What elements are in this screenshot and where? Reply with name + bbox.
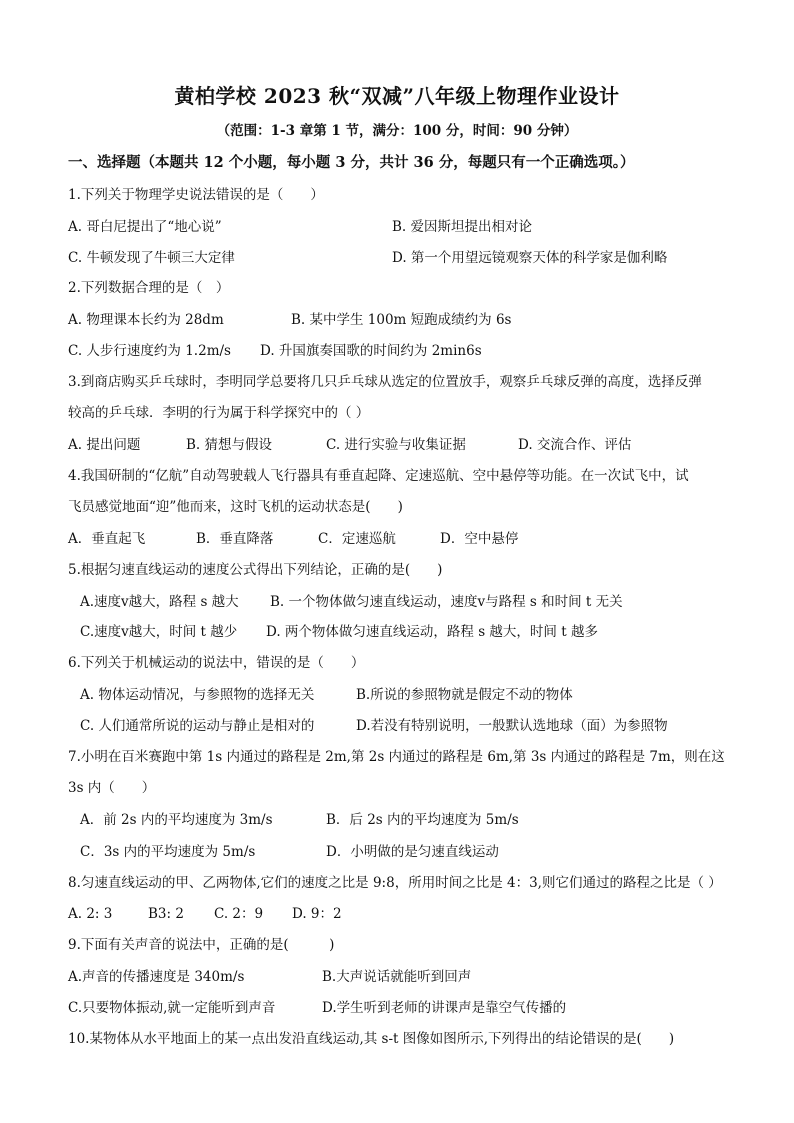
option-c: C. 人们通常所说的运动与静止是相对的 (80, 718, 315, 734)
option-c: C. 进行实验与收集证据 (326, 437, 466, 453)
option-d: D. 9：2 (292, 906, 342, 922)
option-b: B.所说的参照物就是假定不动的物体 (356, 687, 573, 703)
question-stem: 6.下列关于机械运动的说法中，错误的是（ ） (68, 655, 365, 671)
option-a: A.速度v越大，路程 s 越大 (80, 594, 239, 610)
option-a: A. 哥白尼提出了“地心说” (68, 219, 222, 235)
page-subtitle: （范围：1-3 章第 1 节，满分：100 分，时间：90 分钟） (216, 123, 578, 139)
option-b: B．后 2s 内的平均速度为 5m/s (326, 812, 519, 828)
question-stem: 5.根据匀速直线运动的速度公式得出下列结论，正确的是( ) (68, 562, 443, 578)
option-d: D．空中悬停 (440, 531, 519, 547)
option-a: A. 提出问题 (68, 437, 141, 453)
option-c: C. 2：9 (214, 906, 264, 922)
option-a: A.声音的传播速度是 340m/s (68, 969, 245, 985)
option-b: B. 猜想与假设 (186, 437, 273, 453)
option-d: D.若没有特别说明，一般默认选地球（面）为参照物 (356, 718, 668, 734)
question-stem: 2.下列数据合理的是（ ） (68, 280, 230, 296)
option-d: D．小明做的是匀速直线运动 (326, 844, 499, 860)
question-stem: 7.小明在百米赛跑中第 1s 内通过的路程是 2m,第 2s 内通过的路程是 6m,第 3s 内通过的路程是 7m，则在这 (68, 749, 725, 765)
question-stem: 3.到商店购买乒乓球时，李明同学总要将几只乒乓球从选定的位置放手，观察乒乓球反弹的高度，选择反弹 (68, 374, 702, 390)
option-a: A．垂直起飞 (68, 531, 146, 547)
option-a: A．前 2s 内的平均速度为 3m/s (80, 812, 273, 828)
question-stem-cont: 飞员感觉地面“迎”他而来，这时飞机的运动状态是( ) (68, 499, 403, 515)
option-b: B. 一个物体做匀速直线运动，速度v与路程 s 和时间 t 无关 (270, 594, 623, 610)
option-d: D. 两个物体做匀速直线运动，路程 s 越大，时间 t 越多 (266, 624, 598, 640)
question-stem: 4.我国研制的“亿航”自动驾驶载人飞行器具有垂直起降、定速巡航、空中悬停等功能。在一次试飞中，试 (68, 468, 689, 484)
page-title: 黄柏学校 2023 秋“双减”八年级上物理作业设计 (174, 84, 620, 108)
option-b: B. 爱因斯坦提出相对论 (392, 219, 533, 235)
option-a: A. 2: 3 (68, 906, 113, 922)
option-a: A. 物体运动情况，与参照物的选择无关 (80, 687, 315, 703)
option-d: D.学生听到老师的讲课声是靠空气传播的 (322, 1000, 567, 1016)
option-d: D. 第一个用望远镜观察天体的科学家是伽利略 (392, 250, 668, 266)
question-stem: 9.下面有关声音的说法中，正确的是( ) (68, 937, 335, 953)
question-stem-cont: 较高的乒乓球．李明的行为属于科学探究中的（ ） (68, 405, 370, 421)
question-stem: 1.下列关于物理学史说法错误的是（ ） (68, 187, 324, 203)
option-a: A. 物理课本长约为 28dm (68, 312, 224, 328)
option-b: B.大声说话就能听到回声 (322, 969, 472, 985)
option-d: D. 升国旗奏国歌的时间约为 2min6s (260, 343, 482, 359)
option-c: C. 人步行速度约为 1.2m/s (68, 343, 231, 359)
option-b: B．垂直降落 (196, 531, 274, 547)
option-c: C．定速巡航 (318, 531, 396, 547)
question-stem: 10.某物体从水平地面上的某一点出发沿直线运动,其 s-t 图像如图所示,下列得出的结论错误的是( ) (68, 1031, 675, 1047)
option-d: D. 交流合作、评估 (518, 437, 632, 453)
question-stem-cont: 3s 内（ ） (68, 780, 156, 796)
option-b: B3: 2 (148, 906, 184, 922)
option-c: C.只要物体振动,就一定能听到声音 (68, 1000, 276, 1016)
option-c: C．3s 内的平均速度为 5m/s (80, 844, 256, 860)
section-heading: 一、选择题（本题共 12 个小题，每小题 3 分，共计 36 分，每题只有一个正确选项。） (68, 154, 635, 171)
option-c: C.速度v越大，时间 t 越少 (80, 624, 238, 640)
option-b: B. 某中学生 100m 短跑成绩约为 6s (291, 312, 512, 328)
option-c: C. 牛顿发现了牛顿三大定律 (68, 250, 235, 266)
question-stem: 8.匀速直线运动的甲、乙两物体,它们的速度之比是 9:8，所用时间之比是 4：3,则它们通过的路程之比是（ ） (68, 875, 722, 891)
